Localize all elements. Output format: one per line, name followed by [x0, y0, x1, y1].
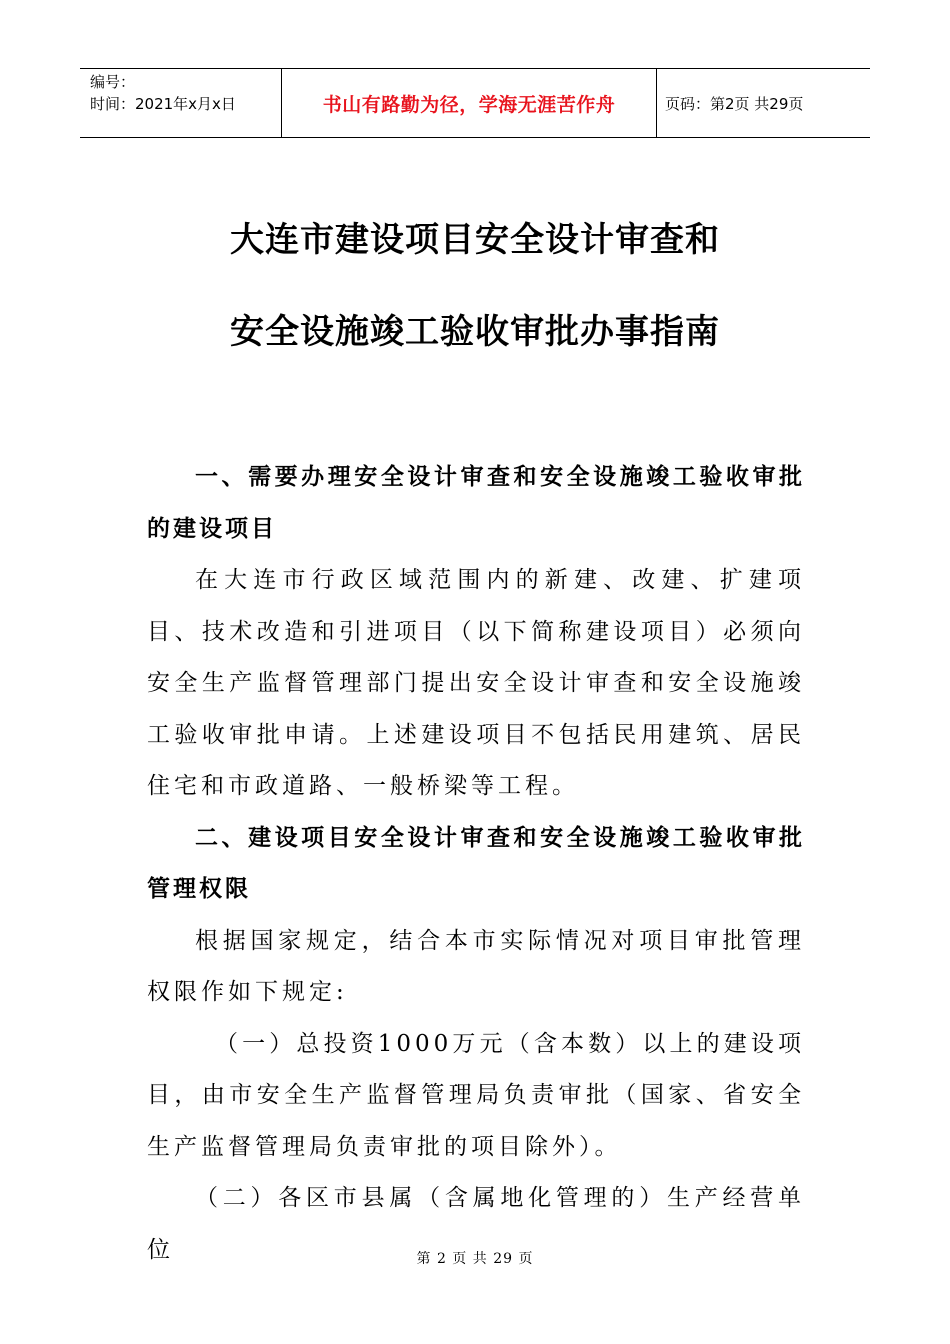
number-label: 编号：	[90, 73, 136, 91]
header-slogan: 书山有路勤为径，学海无涯苦作舟	[281, 69, 657, 137]
section1-paragraph: 在大连市行政区域范围内的新建、改建、扩建项目、技术改造和引进项目（以下简称建设项目）必须向安全生产监督管理部门提出安全设计审查和安全设施竣工验收审批申请。上述建设项目不包括民用建筑、居民住宅和市政道路、一般桥梁等工程。	[147, 567, 805, 799]
item1-paragraph: （一）总投资1000万元（含本数）以上的建设项目，由市安全生产监督管理局负责审批（国家、省安全生产监督管理局负责审批的项目除外）。	[147, 1030, 805, 1160]
page-footer: 第 2 页 共 29 页	[416, 1251, 534, 1267]
header-page-info: 页码：第2页 共29页	[665, 94, 804, 113]
section1-heading: 一、需要办理安全设计审查和安全设施竣工验收审批的建设项目	[147, 464, 805, 542]
document-title-line1: 大连市建设项目安全设计审查和	[230, 220, 720, 260]
section2-paragraph: 根据国家规定，结合本市实际情况对项目审批管理权限作如下规定:	[147, 927, 805, 1005]
time-label: 时间：2021年x月x日	[90, 95, 236, 113]
header-meta	[80, 69, 281, 137]
document-body	[147, 452, 805, 1276]
section2-heading: 二、建设项目安全设计审查和安全设施竣工验收审批管理权限	[147, 824, 805, 902]
item2-paragraph: （二）各区市县属（含属地化管理的）生产经营单位	[147, 1185, 805, 1263]
document-title-line2: 安全设施竣工验收审批办事指南	[230, 312, 720, 352]
document-header	[80, 68, 870, 138]
